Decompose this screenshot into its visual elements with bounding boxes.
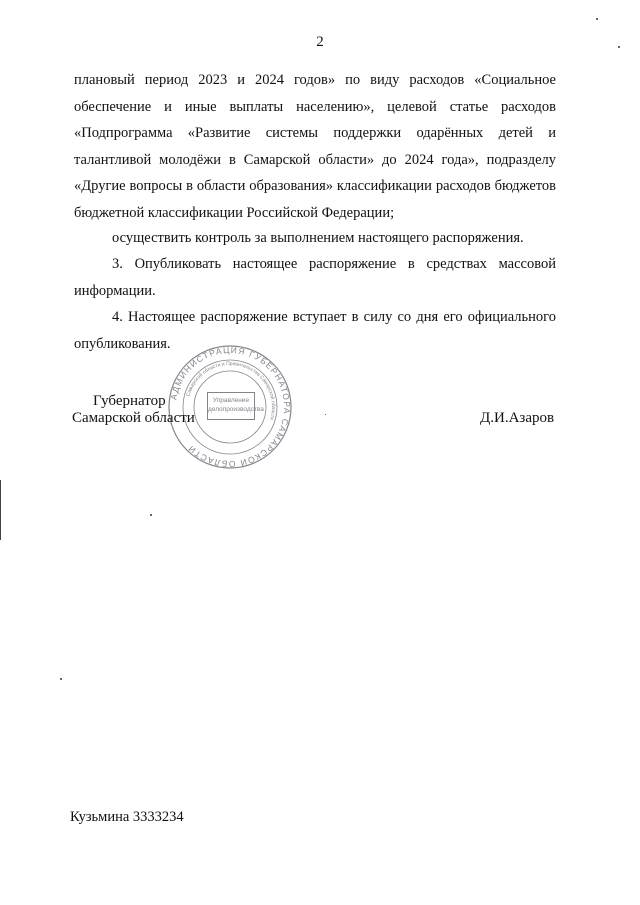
signatory-title-line2: Самарской области bbox=[72, 410, 195, 426]
page-number: 2 bbox=[316, 34, 324, 50]
scan-speck bbox=[60, 678, 62, 680]
paragraph-budget-allocation: плановый период 2023 и 2024 годов» по виду расходов «Социальное обеспечение и иные выплаты населению», целевой статье расходов «Подпрограмма «Развитие системы поддержки одарённых детей и талантливой молодёжи в Самарской области» до 2024 года», подразделу «Другие вопросы в области образования» классификации расходов бюджетов бюджетной классификации Российской Федерации; bbox=[74, 72, 556, 221]
seal-box-line1: Управление bbox=[212, 397, 250, 404]
scan-speck bbox=[325, 414, 326, 415]
paragraph-control: осуществить контроль за выполнением настоящего распоряжения. bbox=[112, 230, 524, 246]
paragraph-effective-date: 4. Настоящее распоряжение вступает в силу со дня его официального опубликования. bbox=[74, 309, 556, 352]
seal-center-box bbox=[207, 392, 264, 420]
paragraph-publish: 3. Опубликовать настоящее распоряжение в средствах массовой информации. bbox=[74, 256, 556, 299]
signatory-title-line1: Губернатор bbox=[93, 393, 166, 409]
scan-speck bbox=[150, 514, 152, 516]
scan-speck bbox=[596, 18, 598, 20]
seal-inner-text: Самарской области и Правительства Самарской области bbox=[185, 360, 277, 421]
seal-outer-text: АДМИНИСТРАЦИЯ ГУБЕРНАТОРА САМАРСКОЙ ОБЛАСТИ bbox=[168, 344, 293, 470]
official-seal-stamp bbox=[167, 344, 293, 470]
executor-contact: Кузьмина 3333234 bbox=[70, 809, 184, 825]
signatory-name: Д.И.Азаров bbox=[480, 410, 555, 426]
scan-speck bbox=[618, 46, 620, 48]
seal-box-line2: делопроизводства bbox=[208, 406, 264, 413]
scan-edge-line bbox=[0, 480, 1, 540]
